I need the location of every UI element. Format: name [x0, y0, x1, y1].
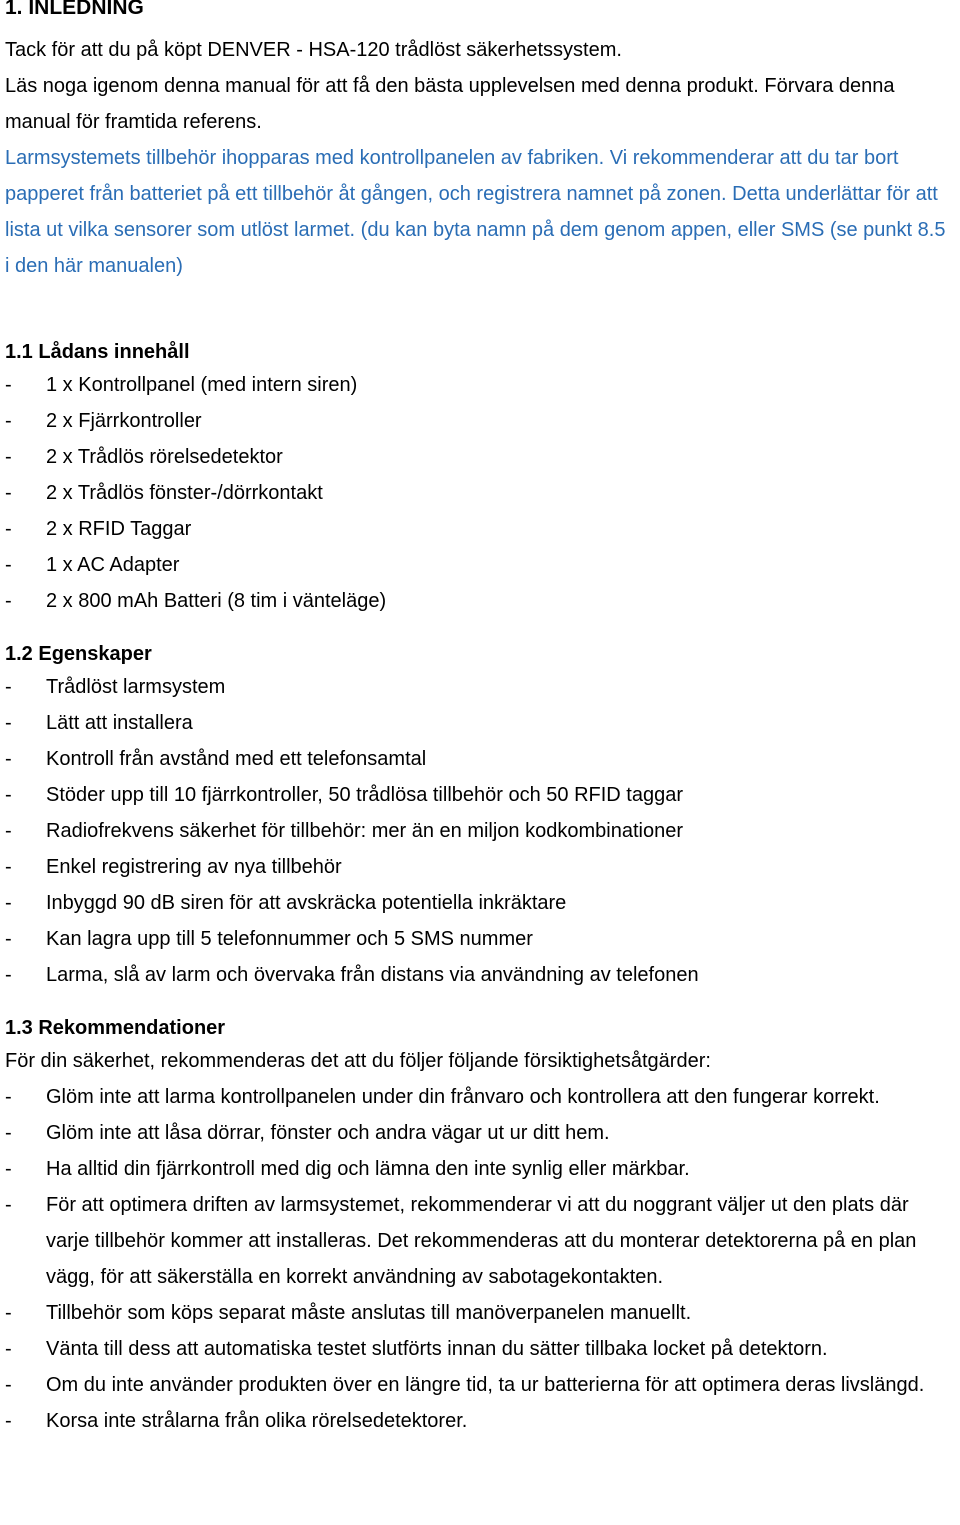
intro-thanks: Tack för att du på köpt DENVER - HSA-120 trådlöst säkerhetssystem. — [5, 39, 622, 61]
list-item: - Glöm inte att låsa dörrar, fönster och andra vägar ut ur ditt hem. — [5, 1115, 955, 1151]
dash-bullet: - — [5, 712, 12, 734]
recommendations-intro: För din säkerhet, rekommenderas det att du följer följande försiktighetsåtgärder: — [5, 1050, 711, 1072]
dash-bullet: - — [5, 856, 12, 878]
list-item: - 2 x Trådlös fönster-/dörrkontakt — [5, 475, 955, 511]
list-item: - 1 x AC Adapter — [5, 547, 955, 583]
dash-bullet: - — [5, 554, 12, 576]
list-item: - Ha alltid din fjärrkontroll med dig och lämna den inte synlig eller märkbar. — [5, 1151, 955, 1187]
section-recommendations — [5, 1013, 955, 1439]
dash-bullet: - — [5, 446, 12, 468]
dash-bullet: - — [5, 964, 12, 986]
recommendations-list — [5, 1079, 955, 1439]
intro-read-manual: Läs noga igenom denna manual för att få den bästa upplevelsen med denna produkt. Förvara denna manual för framtida referens. — [5, 75, 895, 133]
list-item: - Om du inte använder produkten över en längre tid, ta ur batterierna för att optimera deras livslängd. — [5, 1367, 955, 1403]
list-item: - Kan lagra upp till 5 telefonnummer och 5 SMS nummer — [5, 921, 955, 957]
features-list — [5, 669, 955, 993]
list-item: - 2 x Fjärrkontroller — [5, 403, 955, 439]
manual-page — [5, 0, 955, 1439]
list-item: - 2 x RFID Taggar — [5, 511, 955, 547]
list-item: - Enkel registrering av nya tillbehör — [5, 849, 955, 885]
list-item: - Tillbehör som köps separat måste anslutas till manöverpanelen manuellt. — [5, 1295, 955, 1331]
dash-bullet: - — [5, 748, 12, 770]
box-contents-list — [5, 367, 955, 619]
features-title: 1.2 Egenskaper — [5, 643, 152, 665]
list-item: - Vänta till dess att automatiska testet slutförts innan du sätter tillbaka locket på detektorn. — [5, 1331, 955, 1367]
dash-bullet: - — [5, 784, 12, 806]
dash-bullet: - — [5, 928, 12, 950]
dash-bullet: - — [5, 1158, 12, 1180]
dash-bullet: - — [5, 1194, 12, 1216]
box-contents-title: 1.1 Lådans innehåll — [5, 341, 190, 363]
list-item: - 2 x Trådlös rörelsedetektor — [5, 439, 955, 475]
dash-bullet: - — [5, 1374, 12, 1396]
intro-pairing-note: Larmsystemets tillbehör ihopparas med kontrollpanelen av fabriken. Vi rekommenderar att du tar bort papperet från batteriet på ett tillbehör åt gången, och registrera namnet på zonen. Detta underlättar för att lista ut vilka sensorer som utlöst larmet. (du kan byta namn på dem genom appen, eller SMS (se punkt 8.5 i den här manualen) — [5, 147, 946, 277]
recommendations-title: 1.3 Rekommendationer — [5, 1017, 226, 1039]
list-item: - Inbyggd 90 dB siren för att avskräcka potentiella inkräktare — [5, 885, 955, 921]
section-features — [5, 639, 955, 993]
list-item: - Larma, slå av larm och övervaka från distans via användning av telefonen — [5, 957, 955, 993]
dash-bullet: - — [5, 892, 12, 914]
list-item: - Stöder upp till 10 fjärrkontroller, 50 trådlösa tillbehör och 50 RFID taggar — [5, 777, 955, 813]
section-box-contents — [5, 337, 955, 619]
list-item: - Radiofrekvens säkerhet för tillbehör: mer än en miljon kodkombinationer — [5, 813, 955, 849]
list-item: - 1 x Kontrollpanel (med intern siren) — [5, 367, 955, 403]
dash-bullet: - — [5, 1122, 12, 1144]
list-item: - Glöm inte att larma kontrollpanelen under din frånvaro och kontrollera att den fungerar korrekt. — [5, 1079, 955, 1115]
dash-bullet: - — [5, 1086, 12, 1108]
dash-bullet: - — [5, 518, 12, 540]
dash-bullet: - — [5, 410, 12, 432]
intro-text — [5, 32, 955, 284]
list-item: - För att optimera driften av larmsystemet, rekommenderar vi att du noggrant väljer ut den plats där varje tillbehör kommer att installeras. Det rekommenderas att du monterar detektorerna på en plan vägg, för att säkerställa en korrekt användning av sabotagekontakten. — [5, 1187, 955, 1295]
dash-bullet: - — [5, 590, 12, 612]
dash-bullet: - — [5, 676, 12, 698]
dash-bullet: - — [5, 482, 12, 504]
list-item: - Korsa inte strålarna från olika rörelsedetektorer. — [5, 1403, 955, 1439]
dash-bullet: - — [5, 374, 12, 396]
list-item: - 2 x 800 mAh Batteri (8 tim i vänteläge) — [5, 583, 955, 619]
section-heading-inledning: 1. INLEDNING — [5, 0, 144, 19]
dash-bullet: - — [5, 1302, 12, 1324]
dash-bullet: - — [5, 820, 12, 842]
list-item: - Kontroll från avstånd med ett telefonsamtal — [5, 741, 955, 777]
list-item: - Lätt att installera — [5, 705, 955, 741]
dash-bullet: - — [5, 1410, 12, 1432]
dash-bullet: - — [5, 1338, 12, 1360]
list-item: - Trådlöst larmsystem — [5, 669, 955, 705]
